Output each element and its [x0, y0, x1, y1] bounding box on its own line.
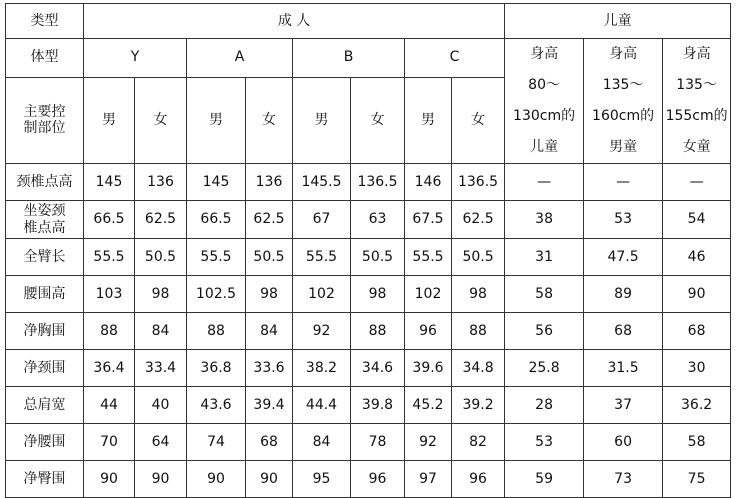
child-group-line: 身高	[530, 46, 559, 62]
table-cell: 90	[187, 461, 246, 498]
table-cell: 60	[584, 424, 663, 461]
table-cell: 146	[405, 164, 452, 201]
child-group-line: 130cm的	[513, 108, 576, 124]
table-cell: 31.5	[584, 350, 663, 387]
table-row	[6, 387, 731, 424]
table-cell: 90	[246, 461, 293, 498]
child-group-line: 身高	[682, 46, 711, 62]
table-cell: 74	[187, 424, 246, 461]
table-cell: 39.6	[405, 350, 452, 387]
table-row	[6, 461, 731, 498]
table-body	[6, 164, 731, 498]
child-group-header	[505, 39, 584, 164]
row-label	[6, 276, 84, 313]
table-cell: 38.2	[293, 350, 351, 387]
table-cell: 54	[663, 201, 731, 239]
table-cell: 90	[84, 461, 135, 498]
table-cell: 88	[84, 313, 135, 350]
table-cell: 96	[452, 461, 505, 498]
table-cell: 98	[246, 276, 293, 313]
table-cell: —	[584, 164, 663, 201]
gender-female: 女	[452, 77, 505, 163]
table-cell: 34.6	[351, 350, 405, 387]
row-label	[6, 313, 84, 350]
table-cell: 92	[293, 313, 351, 350]
table-cell: 40	[135, 387, 187, 424]
body-type-c: C	[405, 39, 505, 78]
gender-female: 女	[135, 77, 187, 163]
table-cell: 84	[293, 424, 351, 461]
row-label-line: 净臀围	[23, 470, 66, 487]
adult-header: 成 人	[84, 4, 505, 39]
table-cell: 84	[246, 313, 293, 350]
table-cell: 145.5	[293, 164, 351, 201]
table-cell: 34.8	[452, 350, 505, 387]
table-cell: 37	[584, 387, 663, 424]
table-cell: 102	[405, 276, 452, 313]
table-cell: 39.2	[452, 387, 505, 424]
child-group-header	[584, 39, 663, 164]
table-cell: 102	[293, 276, 351, 313]
row-label	[6, 387, 84, 424]
gender-male: 男	[84, 77, 135, 163]
body-type-b: B	[293, 39, 405, 78]
child-group-line: 80～	[528, 77, 560, 93]
table-row	[6, 201, 731, 239]
table-cell: —	[663, 164, 731, 201]
row-label-line: 净腰围	[23, 433, 66, 450]
table-cell: 67.5	[405, 201, 452, 239]
table-cell: 82	[452, 424, 505, 461]
row-label-line: 全臂长	[23, 248, 66, 265]
table-cell: 136.5	[452, 164, 505, 201]
table-row	[6, 350, 731, 387]
table-cell: 39.8	[351, 387, 405, 424]
table-cell: 55.5	[187, 239, 246, 276]
gender-female: 女	[246, 77, 293, 163]
table-cell: 136	[135, 164, 187, 201]
row-label-line: 颈椎点高	[16, 173, 73, 190]
table-cell: 136.5	[351, 164, 405, 201]
body-type-a: A	[187, 39, 293, 78]
table-cell: 53	[584, 201, 663, 239]
table-cell: 66.5	[187, 201, 246, 239]
child-group-line: 135～	[676, 77, 717, 93]
table-cell: 36.2	[663, 387, 731, 424]
table-cell: 66.5	[84, 201, 135, 239]
child-header: 儿童	[505, 4, 731, 39]
body-type-label: 体型	[6, 39, 84, 78]
table-cell: 36.8	[187, 350, 246, 387]
table-cell: —	[505, 164, 584, 201]
row-label-line: 总肩宽	[23, 396, 66, 413]
table-cell: 44.4	[293, 387, 351, 424]
gender-female: 女	[351, 77, 405, 163]
table-cell: 84	[135, 313, 187, 350]
table-cell: 103	[84, 276, 135, 313]
table-cell: 46	[663, 239, 731, 276]
gender-male: 男	[187, 77, 246, 163]
table-cell: 56	[505, 313, 584, 350]
row-label	[6, 239, 84, 276]
table-row	[6, 276, 731, 313]
table-cell: 98	[135, 276, 187, 313]
child-group-line: 160cm的	[592, 108, 655, 124]
table-cell: 28	[505, 387, 584, 424]
table-cell: 62.5	[246, 201, 293, 239]
row-label	[6, 424, 84, 461]
table-row	[6, 164, 731, 201]
table-cell: 64	[135, 424, 187, 461]
size-table	[5, 3, 731, 498]
table-cell: 45.2	[405, 387, 452, 424]
table-cell: 50.5	[246, 239, 293, 276]
gender-male: 男	[293, 77, 351, 163]
category-label: 类型	[6, 4, 84, 39]
table-cell: 43.6	[187, 387, 246, 424]
child-group-header	[663, 39, 731, 164]
table-cell: 53	[505, 424, 584, 461]
table-cell: 58	[505, 276, 584, 313]
table-cell: 78	[351, 424, 405, 461]
table-cell: 55.5	[405, 239, 452, 276]
body-type-y: Y	[84, 39, 187, 78]
child-group-line: 135～	[602, 77, 644, 93]
table-cell: 88	[187, 313, 246, 350]
row-label-line: 坐姿颈	[23, 202, 66, 219]
table-cell: 90	[135, 461, 187, 498]
table-cell: 67	[293, 201, 351, 239]
table-cell: 90	[663, 276, 731, 313]
table-row	[6, 239, 731, 276]
table-cell: 70	[84, 424, 135, 461]
gender-male: 男	[405, 77, 452, 163]
table-cell: 50.5	[135, 239, 187, 276]
table-cell: 59	[505, 461, 584, 498]
table-cell: 68	[246, 424, 293, 461]
part-label-line: 主要控	[23, 103, 66, 120]
table-cell: 30	[663, 350, 731, 387]
table-cell: 102.5	[187, 276, 246, 313]
table-cell: 73	[584, 461, 663, 498]
table-cell: 62.5	[135, 201, 187, 239]
table-cell: 68	[584, 313, 663, 350]
table-cell: 44	[84, 387, 135, 424]
table-cell: 98	[351, 276, 405, 313]
part-label-line: 制部位	[23, 120, 66, 137]
header-row-body-type	[6, 39, 731, 78]
table-cell: 88	[351, 313, 405, 350]
table-cell: 92	[405, 424, 452, 461]
table-cell: 96	[405, 313, 452, 350]
row-label	[6, 350, 84, 387]
table-cell: 136	[246, 164, 293, 201]
table-cell: 39.4	[246, 387, 293, 424]
child-group-line: 男童	[609, 139, 638, 155]
table-cell: 33.6	[246, 350, 293, 387]
table-cell: 145	[187, 164, 246, 201]
table-cell: 36.4	[84, 350, 135, 387]
table-cell: 98	[452, 276, 505, 313]
table-cell: 68	[663, 313, 731, 350]
table-cell: 50.5	[452, 239, 505, 276]
child-group-line: 155cm的	[665, 108, 728, 124]
header-row-category	[6, 4, 731, 39]
child-group-line: 女童	[682, 139, 711, 155]
table-cell: 47.5	[584, 239, 663, 276]
part-label	[6, 77, 84, 163]
table-cell: 50.5	[351, 239, 405, 276]
table-cell: 31	[505, 239, 584, 276]
table-cell: 95	[293, 461, 351, 498]
table-cell: 145	[84, 164, 135, 201]
row-label-line: 净胸围	[23, 322, 66, 339]
table-cell: 33.4	[135, 350, 187, 387]
table-cell: 25.8	[505, 350, 584, 387]
child-group-line: 身高	[609, 46, 638, 62]
table-row	[6, 313, 731, 350]
table-cell: 75	[663, 461, 731, 498]
row-label	[6, 461, 84, 498]
table-cell: 55.5	[84, 239, 135, 276]
table-cell: 63	[351, 201, 405, 239]
child-group-line: 儿童	[530, 139, 559, 155]
table-cell: 38	[505, 201, 584, 239]
table-row	[6, 424, 731, 461]
row-label-line: 净颈围	[23, 359, 66, 376]
table-cell: 89	[584, 276, 663, 313]
table-cell: 96	[351, 461, 405, 498]
row-label-line: 椎点高	[23, 219, 66, 236]
table-cell: 88	[452, 313, 505, 350]
table-cell: 97	[405, 461, 452, 498]
table-cell: 58	[663, 424, 731, 461]
table-cell: 62.5	[452, 201, 505, 239]
row-label-line: 腰围高	[23, 285, 66, 302]
table-cell: 55.5	[293, 239, 351, 276]
row-label	[6, 164, 84, 201]
row-label	[6, 201, 84, 239]
